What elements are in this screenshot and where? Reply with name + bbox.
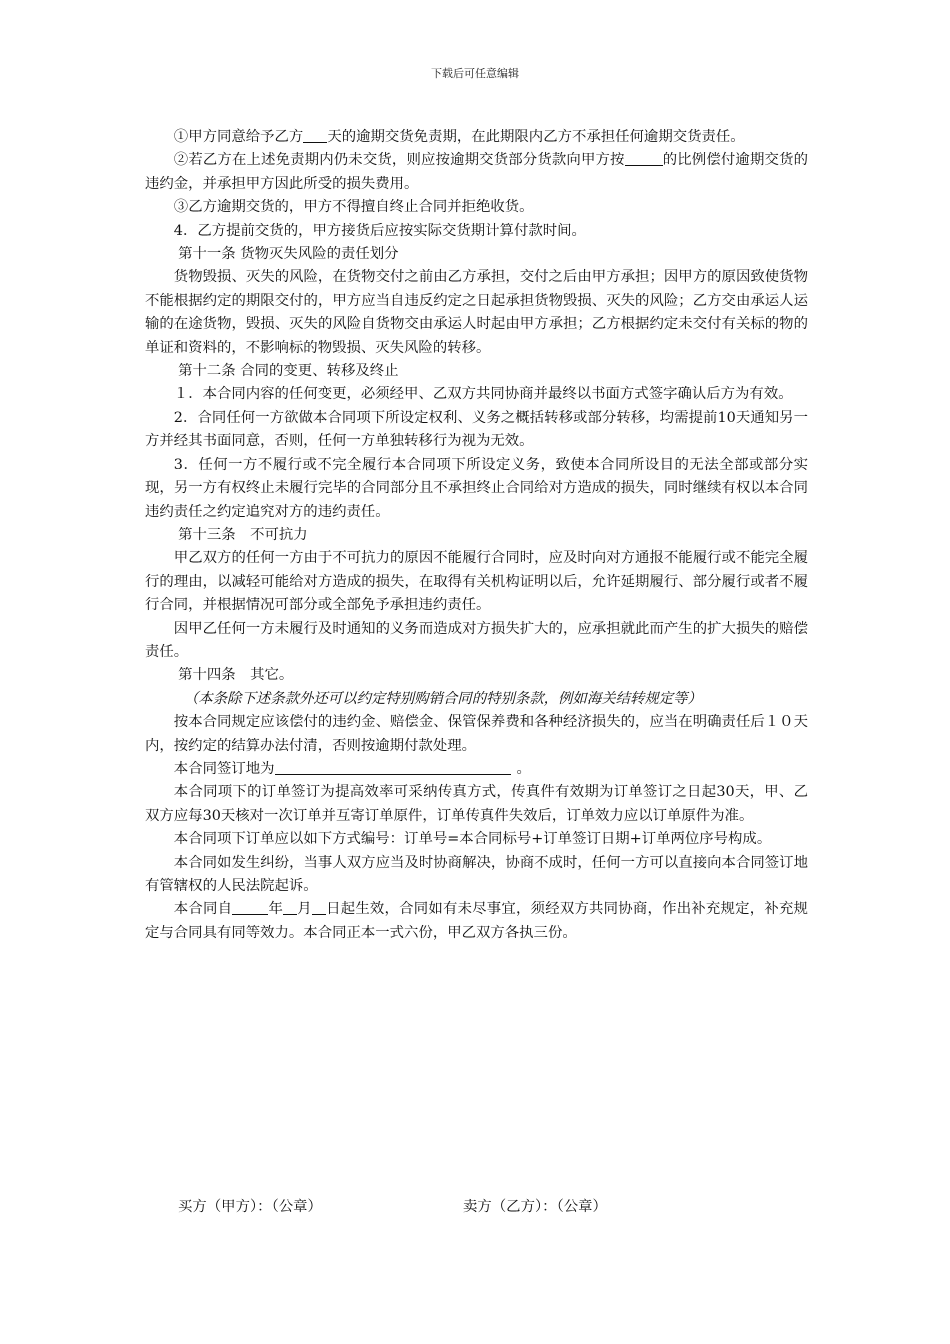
text: 月 xyxy=(297,901,312,918)
paragraph-special-terms-note: （本条除下述条款外还可以约定特别购销合同的特别条款，例如海关结转规定等） xyxy=(183,690,702,707)
paragraph-no-termination: ③乙方逾期交货的，甲方不得擅自终止合同并拒绝收货。 xyxy=(173,199,534,216)
paragraph-grace-period xyxy=(145,126,808,149)
blank-day xyxy=(312,899,326,915)
blank-days xyxy=(303,127,327,143)
paragraph-notice-duty: 因甲乙任何一方未履行及时通知的义务而造成对方损失扩大的，应承担就此而产生的扩大损失的赔偿责任。 xyxy=(145,620,808,660)
text: 天的逾期交货免责期，在此期限内乙方不承担任何逾期交货责任。 xyxy=(327,129,745,145)
article-14-heading: 第十四条 其它。 xyxy=(178,667,294,684)
page-header: 下载后可任意编辑 xyxy=(431,67,519,80)
text: ②若乙方在上述免责期内仍未交货，则应按逾期交货部分货款向甲方按 xyxy=(173,152,625,169)
paragraph-disputes: 本合同如发生纠纷，当事人双方应当及时协商解决，协商不成时，任何一方可以直接向本合同签订地有管辖权的人民法院起诉。 xyxy=(145,854,808,894)
article-12-heading: 第十二条 合同的变更、转移及终止 xyxy=(178,363,399,380)
buyer-signature: 买方（甲方）：（公章） xyxy=(178,1199,322,1215)
seller-signature: 卖方（乙方）：（公章） xyxy=(463,1199,607,1215)
text: ①甲方同意给予乙方 xyxy=(173,129,304,145)
paragraph-transfer: 2．合同任何一方欲做本合同项下所设定权利、义务之概括转移或部分转移，均需提前10天通知另一方并经其书面同意，否则，任何一方单独转移行为视为无效。 xyxy=(145,409,808,450)
paragraph-late-penalty xyxy=(145,149,808,196)
article-11-heading: 第十一条 货物灭失风险的责任划分 xyxy=(178,246,399,263)
paragraph-termination: 3．任何一方不履行或不完全履行本合同项下所设定义务，致使本合同所设目的无法全部或部分实现，另一方有权终止未履行完毕的合同部分且不承担终止合同给对方造成的损失，同时继续有权以本合同违约责任之约定追究对方的违约责任。 xyxy=(145,456,808,520)
paragraph-amendment: １．本合同内容的任何变更，必须经甲、乙双方共同协商并最终以书面方式签字确认后方为有效。 xyxy=(173,386,793,403)
paragraph-order-numbering: 本合同项下订单应以如下方式编号：订单号=本合同标号+订单签订日期+订单两位序号构成。 xyxy=(173,831,772,848)
paragraph-force-majeure: 甲乙双方的任何一方由于不可抗力的原因不能履行合同时，应及时向对方通报不能履行或不能完全履行的理由，以减轻可能给对方造成的损失，在取得有关机构证明以后，允许延期履行、部分履行或者不履行合同，并根据情况可部分或全部免予承担违约责任。 xyxy=(145,550,808,614)
contract-body xyxy=(145,126,808,945)
blank-signing-place xyxy=(275,759,511,775)
text: 。 xyxy=(516,760,531,777)
blank-month xyxy=(283,899,297,915)
blank-ratio xyxy=(625,150,663,166)
text: 日起生效，合同如有未尽事宜，须经双方共同协商，作出补充规定，补充规定与合同具有同等效力。本合同正本一式六份，甲乙双方各执三份。 xyxy=(145,901,808,941)
paragraph-risk: 货物毁损、灭失的风险，在货物交付之前由乙方承担，交付之后由甲方承担；因甲方的原因致使货物不能根据约定的期限交付的，甲方应当自违反约定之日起承担货物毁损、灭失的风险；乙方交由承运人运输的在途货物，毁损、灭失的风险自货物交由承运人时起由甲方承担；乙方根据约定未交付有关标的物的单证和资料的，不影响标的物毁损、灭失风险的转移。 xyxy=(145,269,808,356)
blank-year xyxy=(232,899,268,915)
paragraph-fax-orders: 本合同项下的订单签订为提高效率可采纳传真方式，传真件有效期为订单签订之日起30天，甲、乙双方应每30天核对一次订单并互寄订单原件，订单传真件失效后，订单效力应以订单原件为准。 xyxy=(145,784,808,824)
paragraph-payment-deadline: 按本合同规定应该偿付的违约金、赔偿金、保管保养费和各种经济损失的，应当在明确责任后１０天内，按约定的结算办法付清，否则按逾期付款处理。 xyxy=(145,714,808,754)
text: 年 xyxy=(268,901,284,918)
text: 本合同签订地为 xyxy=(173,760,275,777)
text: 的比例偿付逾期交货的违约金，并承担甲方因此所受的损失费用。 xyxy=(145,152,808,192)
paragraph-early-delivery: 4．乙方提前交货的，甲方接货后应按实际交货期计算付款时间。 xyxy=(173,222,586,239)
article-13-heading: 第十三条 不可抗力 xyxy=(178,526,308,543)
paragraph-effective-date xyxy=(145,898,808,945)
text: 本合同自 xyxy=(173,901,233,918)
paragraph-signing-place xyxy=(145,758,808,781)
